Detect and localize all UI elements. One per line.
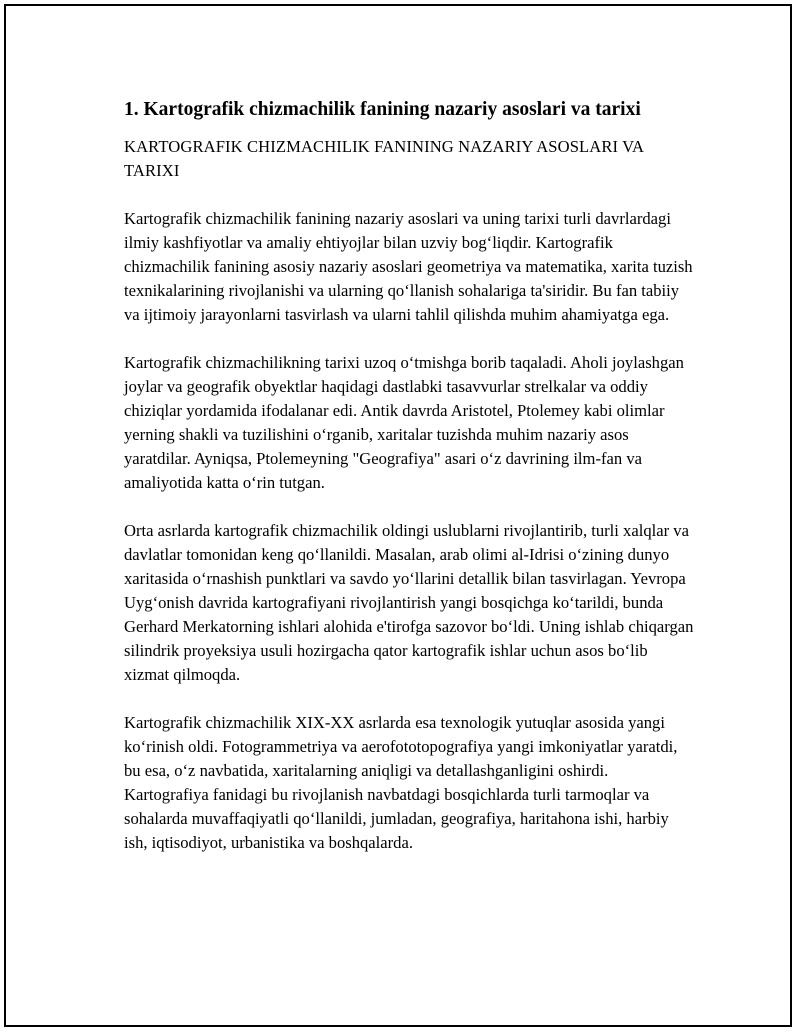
- document-body: [124, 97, 694, 879]
- paragraph-3: Orta asrlarda kartografik chizmachilik oldingi uslublarni rivojlantirib, turli xalqlar va davlatlar tomonidan keng qo‘llanildi. Masalan, arab olimi al-Idrisi o‘zining dunyo xaritasida o‘rnashish punktlari va savdo yo‘llarini detallik bilan tasvirlagan. Yevropa Uyg‘onish davrida kartografiyani rivojlantirish yangi bosqichga ko‘tarildi, bunda Gerhard Merkatorning ishlari alohida e'tirofga sazovor bo‘ldi. Uning ishlab chiqargan silindrik proyeksiya usuli hozirgacha qator kartografik ishlar uchun asos bo‘lib xizmat qilmoqda.: [124, 521, 694, 684]
- document-title: 1. Kartografik chizmachilik fanining nazariy asoslari va tarixi: [124, 99, 641, 120]
- paragraph-1: Kartografik chizmachilik fanining nazariy asoslari va uning tarixi turli davrlardagi ilmiy kashfiyotlar va amaliy ehtiyojlar bilan uzviy bog‘liqdir. Kartografik chizmachilik fanining asosiy nazariy asoslari geometriya va matematika, xarita tuzish texnikalarining rivojlanishi va ularning qo‘llanish sohalariga ta'siridir. Bu fan tabiiy va ijtimoiy jarayonlarni tasvirlash va ularni tahlil qilishda muhim ahamiyatga ega.: [124, 209, 693, 324]
- page-frame: [4, 4, 792, 1027]
- paragraph-4: Kartografik chizmachilik XIX-XX asrlarda esa texnologik yutuqlar asosida yangi ko‘rinish oldi. Fotogrammetriya va aerofototopografiya yangi imkoniyatlar yaratdi, bu esa, o‘z navbatida, xaritalarning aniqligi va detallashganligini oshirdi. Kartografiya fanidagi bu rivojlanish navbatdagi bosqichlarda turli tarmoqlar va sohalarda muvaffaqiyatli qo‘llanildi, jumladan, geografiya, haritahona ishi, harbiy ish, iqtisodiyot, urbanistika va boshqalarda.: [124, 713, 678, 852]
- paragraph-2: Kartografik chizmachilikning tarixi uzoq o‘tmishga borib taqaladi. Aholi joylashgan joylar va geografik obyektlar haqidagi dastlabki tasavvurlar strelkalar va oddiy chiziqlar yordamida ifodalanar edi. Antik davrda Aristotel, Ptolemey kabi olimlar yerning shakli va tuzilishini o‘rganib, xaritalar tuzishda muhim nazariy asos yaratdilar. Ayniqsa, Ptolemeyning "Geografiya" asari o‘z davrining ilm-fan va amaliyotida katta o‘rin tutgan.: [124, 353, 684, 492]
- document-subtitle: KARTOGRAFIK CHIZMACHILIK FANINING NAZARIY ASOSLARI VA TARIXI: [124, 137, 644, 180]
